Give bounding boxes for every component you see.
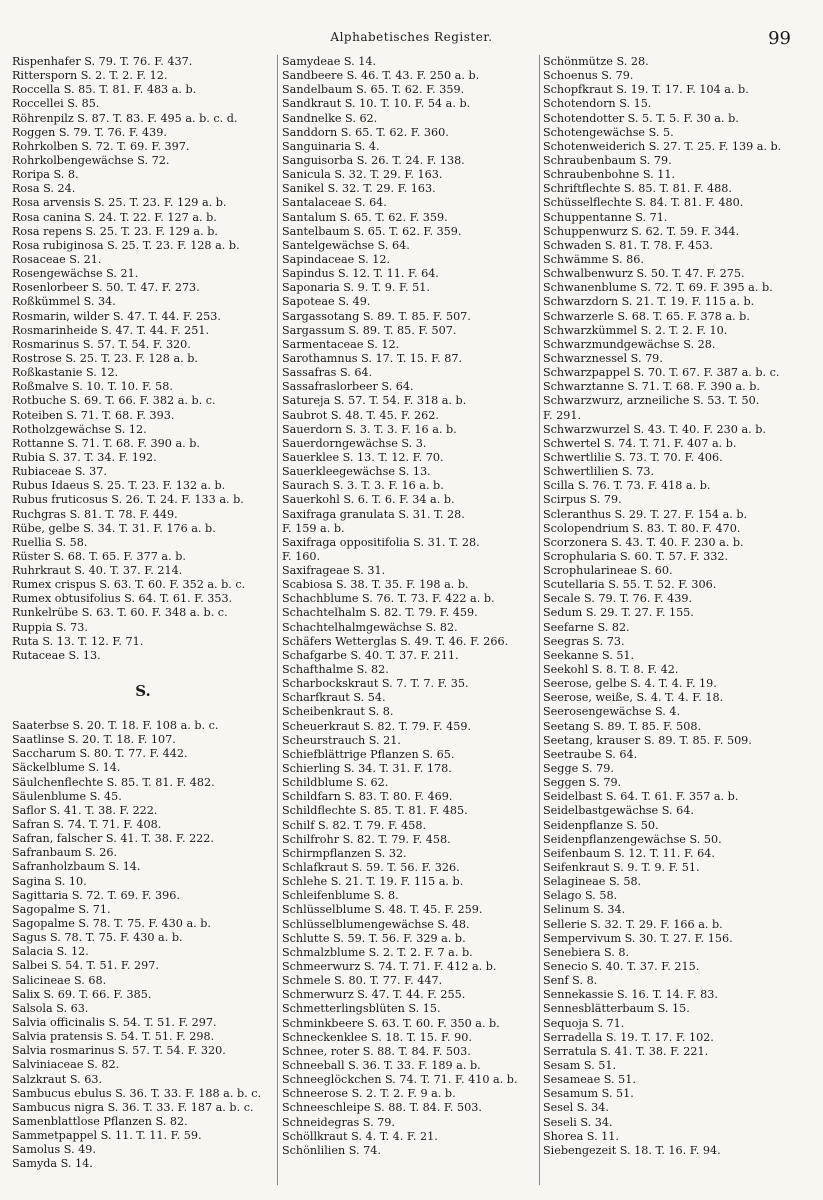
index-entry: Sapindaceae S. 12.	[282, 252, 391, 266]
index-entry: Sagopalme S. 78. T. 75. F. 430 a. b.	[12, 917, 211, 931]
index-entry: Schotendotter S. 5. T. 5. F. 30 a. b.	[543, 111, 739, 125]
index-entry: Salzkraut S. 63.	[12, 1072, 103, 1086]
index-entry: Sauerklee S. 13. T. 12. F. 70.	[282, 450, 444, 464]
index-entry: Säulenblume S. 45.	[12, 789, 122, 803]
index-entry: Schierling S. 34. T. 31. F. 178.	[282, 762, 452, 776]
index-entry: Samenblattlose Pflanzen S. 82.	[12, 1114, 188, 1128]
index-entry: Sauerdorngewächse S. 3.	[282, 436, 427, 450]
index-entry: Rotholzgewächse S. 12.	[12, 422, 147, 436]
index-entry: Seekanne S. 51.	[543, 648, 635, 662]
section-heading: S.	[135, 682, 151, 701]
index-entry: Runkelrübe S. 63. T. 60. F. 348 a. b. c.	[12, 606, 228, 620]
index-entry: Roßkastanie S. 12.	[12, 366, 119, 380]
index-entry: Seegras S. 73.	[543, 634, 625, 648]
index-entry: Salvia rosmarinus S. 57. T. 54. F. 320.	[12, 1044, 226, 1058]
index-entry: Schotenweiderich S. 27. T. 25. F. 139 a. b.	[543, 139, 782, 153]
index-entry: Samydeae S. 14.	[282, 55, 377, 68]
index-entry: Sauerkohl S. 6. T. 6. F. 34 a. b.	[282, 493, 455, 507]
index-entry: Sanikel S. 32. T. 29. F. 163.	[282, 182, 436, 196]
index-entry: Rosa repens S. 25. T. 23. F. 129 a. b.	[12, 224, 218, 238]
index-entry: Schüsselflechte S. 84. T. 81. F. 480.	[543, 196, 744, 210]
index-entry: Rosa canina S. 24. T. 22. F. 127 a. b.	[12, 210, 217, 224]
index-entry: Shorea S. 11.	[543, 1129, 619, 1143]
index-entry: Rosmarinus S. 57. T. 54. F. 320.	[12, 337, 191, 351]
index-entry: Schafgarbe S. 40. T. 37. F. 211.	[282, 648, 459, 662]
page-header	[0, 22, 823, 52]
index-entry: Sandbeere S. 46. T. 43. F. 250 a. b.	[282, 69, 480, 83]
index-entry: Schotendorn S. 15.	[543, 97, 652, 111]
index-entry: Rubus fruticosus S. 26. T. 24. F. 133 a. b.	[12, 493, 244, 507]
index-entry: Schwämme S. 86.	[543, 252, 644, 266]
index-entry: Schilf S. 82. T. 79. F. 458.	[282, 818, 427, 832]
index-entry: Sanicula S. 32. T. 29. F. 163.	[282, 168, 443, 182]
index-entry: Roßkümmel S. 34.	[12, 295, 116, 309]
index-entry: Säckelblume S. 14.	[12, 761, 121, 775]
index-entry: Satureja S. 57. T. 54. F. 318 a. b.	[282, 394, 467, 408]
index-entry: Sandelbaum S. 65. T. 62. F. 359.	[282, 83, 465, 97]
index-entry: Selagineae S. 58.	[543, 875, 642, 889]
index-entry: Roßmalve S. 10. T. 10. F. 58.	[12, 380, 173, 394]
index-entry: Rumex crispus S. 63. T. 60. F. 352 a. b. c.	[12, 578, 246, 592]
index-entry: Senecio S. 40. T. 37. F. 215.	[543, 960, 700, 973]
index-entry: Rutaceae S. 13.	[12, 648, 101, 662]
index-entry: Schäfers Wetterglas S. 49. T. 46. F. 266.	[282, 634, 509, 648]
index-entry: Sassafraslorbeer S. 64.	[282, 380, 414, 394]
index-entry: Seetang, krauser S. 89. T. 85. F. 509.	[543, 733, 752, 747]
index-entry: Schneeglöckchen S. 74. T. 71. F. 410 a. b.	[282, 1073, 518, 1087]
index-entry: Rumex obtusifolius S. 64. T. 61. F. 353.	[12, 592, 233, 606]
index-entry: Schildfarn S. 83. T. 80. F. 469.	[282, 790, 453, 804]
index-entry: Scharbockskraut S. 7. T. 7. F. 35.	[282, 677, 469, 691]
index-entry: Rosmarinheide S. 47. T. 44. F. 251.	[12, 323, 210, 337]
index-entry: Schmele S. 80. T. 77. F. 447.	[282, 974, 443, 988]
index-entry: Sagopalme S. 71.	[12, 902, 111, 916]
index-entry: Seidelbast S. 64. T. 61. F. 357 a. b.	[543, 790, 739, 804]
index-entry: Rubiaceae S. 37.	[12, 465, 107, 479]
index-entry: Santelbaum S. 65. T. 62. F. 359.	[282, 224, 462, 238]
index-entry: Schwarzkümmel S. 2. T. 2. F. 10.	[543, 323, 728, 337]
index-entry: Schwertel S. 74. T. 71. F. 407 a. b.	[543, 436, 737, 450]
index-entry: Scrophularineae S. 60.	[543, 564, 673, 578]
index-entry: Schwalbenwurz S. 50. T. 47. F. 275.	[543, 267, 745, 281]
index-entry: Sapoteae S. 49.	[282, 295, 371, 309]
index-entry: Rosengewächse S. 21.	[12, 267, 139, 281]
index-entry: Schoenus S. 79.	[543, 69, 634, 83]
index-entry: Scharfkraut S. 54.	[282, 691, 386, 705]
index-entry: Sandkraut S. 10. T. 10. F. 54 a. b.	[282, 97, 471, 111]
index-entry: Saatlinse S. 20. T. 18. F. 107.	[12, 733, 176, 747]
index-entry: Rubia S. 37. T. 34. F. 192.	[12, 450, 157, 464]
index-entry: Ruchgras S. 81. T. 78. F. 449.	[12, 507, 178, 521]
index-entry: Sedum S. 29. T. 27. F. 155.	[543, 606, 694, 620]
index-entry: Schilfrohr S. 82. T. 79. F. 458.	[282, 832, 451, 846]
index-entry: Scrophularia S. 60. T. 57. F. 332.	[543, 549, 729, 563]
index-entry: Schuppenwurz S. 62. T. 59. F. 344.	[543, 224, 740, 238]
index-entry: Sequoja S. 71.	[543, 1016, 625, 1030]
index-entry: Rottanne S. 71. T. 68. F. 390 a. b.	[12, 436, 200, 450]
index-entry: Seidenpflanze S. 50.	[543, 818, 659, 832]
index-entry: Schopfkraut S. 19. T. 17. F. 104 a. b.	[543, 83, 749, 97]
index-entry: Rohrkolbengewächse S. 72.	[12, 153, 170, 167]
index-entry: Saxifraga oppositifolia S. 31. T. 28.	[282, 535, 480, 549]
column-divider	[277, 55, 278, 1185]
index-entry: Scirpus S. 79.	[543, 493, 622, 507]
index-entry: Salacia S. 12.	[12, 945, 89, 959]
index-entry: Schmerwurz S. 47. T. 44. F. 255.	[282, 988, 466, 1002]
index-entry: Serratula S. 41. T. 38. F. 221.	[543, 1044, 709, 1058]
index-entry: Santelgewächse S. 64.	[282, 238, 410, 252]
index-entry: Schachtelhalm S. 82. T. 79. F. 459.	[282, 606, 478, 620]
index-entry: Seekohl S. 8. T. 8. F. 42.	[543, 663, 679, 677]
index-entry: Ruppia S. 73.	[12, 620, 88, 634]
index-entry: Schwanenblume S. 72. T. 69. F. 395 a. b.	[543, 281, 773, 295]
index-entry: Scheibenkraut S. 8.	[282, 705, 394, 719]
index-entry: Schlüsselblume S. 48. T. 45. F. 259.	[282, 903, 483, 917]
index-entry: Rotbuche S. 69. T. 66. F. 382 a. b. c.	[12, 394, 216, 408]
index-entry: Saxifrageae S. 31.	[282, 564, 386, 578]
index-entry: Sauerkleegewächse S. 13.	[282, 465, 431, 479]
index-entry: Salicineae S. 68.	[12, 973, 107, 987]
index-column-3	[543, 55, 813, 1158]
index-entry: F. 159 a. b.	[282, 521, 345, 535]
index-entry: Schwarzwurz, arzneiliche S. 53. T. 50.	[543, 394, 760, 408]
index-entry: Schmalzblume S. 2. T. 2. F. 7 a. b.	[282, 945, 473, 959]
index-entry: Sandnelke S. 62.	[282, 111, 378, 125]
index-entry: Schwarzwurzel S. 43. T. 40. F. 230 a. b.	[543, 422, 766, 436]
index-entry: Sapindus S. 12. T. 11. F. 64.	[282, 267, 439, 281]
index-entry: Schraubenbohne S. 11.	[543, 168, 675, 182]
index-entry: Sesel S. 34.	[543, 1101, 609, 1115]
index-entry: Samolus S. 49.	[12, 1143, 96, 1157]
index-entry: Scabiosa S. 38. T. 35. F. 198 a. b.	[282, 578, 469, 592]
index-entry: Sambucus ebulus S. 36. T. 33. F. 188 a. b. c.	[12, 1086, 262, 1100]
index-entry: Schwertlilien S. 73.	[543, 465, 655, 479]
index-entry: Sennesblätterbaum S. 15.	[543, 1002, 690, 1016]
index-entry: Rosa rubiginosa S. 25. T. 23. F. 128 a. b.	[12, 238, 240, 252]
index-entry: Saxifraga granulata S. 31. T. 28.	[282, 507, 465, 521]
index-entry: Schriftflechte S. 85. T. 81. F. 488.	[543, 182, 732, 196]
index-entry: Schneeschleipe S. 88. T. 84. F. 503.	[282, 1101, 482, 1115]
page-number: 99	[768, 28, 791, 49]
index-entry: Rittersporn S. 2. T. 2. F. 12.	[12, 69, 168, 83]
index-entry: Schwarzdorn S. 21. T. 19. F. 115 a. b.	[543, 295, 755, 309]
index-entry: Scutellaria S. 55. T. 52. F. 306.	[543, 578, 717, 592]
index-entry: Salsola S. 63.	[12, 1001, 89, 1015]
index-entry: Safranholzbaum S. 14.	[12, 860, 141, 874]
index-entry: Saponaria S. 9. T. 9. F. 51.	[282, 281, 430, 295]
index-entry: Roccellei S. 85.	[12, 97, 100, 111]
index-entry: Saubrot S. 48. T. 45. F. 262.	[282, 408, 439, 422]
index-entry: Scorzonera S. 43. T. 40. F. 230 a. b.	[543, 535, 744, 549]
index-entry: Säulchenflechte S. 85. T. 81. F. 482.	[12, 775, 215, 789]
index-entry: Seefarne S. 82.	[543, 620, 630, 634]
index-entry: Santalaceae S. 64.	[282, 196, 387, 210]
index-entry: Sauerdorn S. 3. T. 3. F. 16 a. b.	[282, 422, 457, 436]
index-entry: Schönlilien S. 74.	[282, 1143, 381, 1157]
index-entry: Schwarzmundgewächse S. 28.	[543, 337, 716, 351]
index-entry: Sagus S. 78. T. 75. F. 430 a. b.	[12, 931, 183, 945]
index-entry: Roggen S. 79. T. 76. F. 439.	[12, 125, 167, 139]
index-entry: Senebiera S. 8.	[543, 945, 630, 959]
index-entry: Schöllkraut S. 4. T. 4. F. 21.	[282, 1129, 438, 1143]
index-column-2	[282, 55, 537, 1158]
index-entry: Seifenkraut S. 9. T. 9. F. 51.	[543, 861, 700, 875]
index-entry: Seidelbastgewächse S. 64.	[543, 804, 694, 818]
index-entry: Schwarzpappel S. 70. T. 67. F. 387 a. b. c.	[543, 366, 780, 380]
index-entry: Schlafkraut S. 59. T. 56. F. 326.	[282, 861, 460, 875]
index-entry: Sambucus nigra S. 36. T. 33. F. 187 a. b. c.	[12, 1100, 254, 1114]
index-entry: Schlehe S. 21. T. 19. F. 115 a. b.	[282, 875, 464, 889]
index-entry: Rosaceae S. 21.	[12, 252, 102, 266]
index-entry: Schwertlilie S. 73. T. 70. F. 406.	[543, 450, 723, 464]
index-entry: F. 291.	[543, 408, 582, 422]
index-entry: Schneeball S. 36. T. 33. F. 189 a. b.	[282, 1058, 481, 1072]
index-entry: Rüster S. 68. T. 65. F. 377 a. b.	[12, 549, 186, 563]
index-entry: Röhrenpilz S. 87. T. 83. F. 495 a. b. c. d.	[12, 111, 238, 125]
index-entry: Safran, falscher S. 41. T. 38. F. 222.	[12, 832, 214, 846]
index-entry: Sesamum S. 51.	[543, 1087, 634, 1101]
index-entry: Seetang S. 89. T. 85. F. 508.	[543, 719, 702, 733]
index-entry: Sanguisorba S. 26. T. 24. F. 138.	[282, 153, 465, 167]
index-entry: Saurach S. 3. T. 3. F. 16 a. b.	[282, 479, 444, 493]
index-entry: Schiefblättrige Pflanzen S. 65.	[282, 747, 455, 761]
index-entry: Sarmentaceae S. 12.	[282, 337, 400, 351]
index-entry: Schirmpflanzen S. 32.	[282, 846, 407, 860]
index-entry: Scheurstrauch S. 21.	[282, 733, 401, 747]
index-entry: Schlüsselblumengewächse S. 48.	[282, 917, 470, 931]
index-entry: Samyda S. 14.	[12, 1157, 93, 1171]
index-column-1	[12, 55, 274, 1172]
index-entry: Schminkbeere S. 63. T. 60. F. 350 a. b.	[282, 1016, 500, 1030]
index-entry: Saccharum S. 80. T. 77. F. 442.	[12, 747, 188, 761]
index-entry: Schotengewächse S. 5.	[543, 125, 674, 139]
index-entry: Saaterbse S. 20. T. 18. F. 108 a. b. c.	[12, 719, 219, 733]
index-entry: Schachtelhalmgewächse S. 82.	[282, 620, 458, 634]
index-entry: Schmeerwurz S. 74. T. 71. F. 412 a. b.	[282, 960, 497, 973]
index-entry: Santalum S. 65. T. 62. F. 359.	[282, 210, 448, 224]
index-entry: Schnee, roter S. 88. T. 84. F. 503.	[282, 1044, 471, 1058]
index-entry: Ruta S. 13. T. 12. F. 71.	[12, 634, 144, 648]
index-entry: Sassafras S. 64.	[282, 366, 373, 380]
index-entry: F. 160.	[282, 549, 321, 563]
index-entry: Seidenpflanzengewächse S. 50.	[543, 832, 722, 846]
index-entry: Rübe, gelbe S. 34. T. 31. F. 176 a. b.	[12, 521, 216, 535]
index-entry: Rispenhafer S. 79. T. 76. F. 437.	[12, 55, 193, 68]
index-entry: Rosa S. 24.	[12, 182, 76, 196]
index-entry: Secale S. 79. T. 76. F. 439.	[543, 592, 693, 606]
index-entry: Salix S. 69. T. 66. F. 385.	[12, 987, 152, 1001]
index-entry: Seerosengewächse S. 4.	[543, 705, 681, 719]
index-entry: Sagittaria S. 72. T. 69. F. 396.	[12, 888, 180, 902]
index-entry: Siebengezeit S. 18. T. 16. F. 94.	[543, 1143, 721, 1157]
index-entry: Seetraube S. 64.	[543, 747, 638, 761]
index-entry: Serradella S. 19. T. 17. F. 102.	[543, 1030, 714, 1044]
index-entry: Seifenbaum S. 12. T. 11. F. 64.	[543, 846, 715, 860]
index-entry: Schwarznessel S. 79.	[543, 351, 663, 365]
index-entry: Scilla S. 76. T. 73. F. 418 a. b.	[543, 479, 711, 493]
index-entry: Salviniaceae S. 82.	[12, 1058, 120, 1072]
index-entry: Schönmütze S. 28.	[543, 55, 649, 68]
index-entry: Salbei S. 54. T. 51. F. 297.	[12, 959, 159, 973]
index-entry: Sargassotang S. 89. T. 85. F. 507.	[282, 309, 471, 323]
index-entry: Sargassum S. 89. T. 85. F. 507.	[282, 323, 457, 337]
index-entry: Rosmarin, wilder S. 47. T. 44. F. 253.	[12, 309, 221, 323]
index-entry: Sempervivum S. 30. T. 27. F. 156.	[543, 931, 733, 945]
index-entry: Seerose, weiße, S. 4. T. 4. F. 18.	[543, 691, 724, 705]
index-entry: Seggen S. 79.	[543, 776, 622, 790]
index-entry: Schuppentanne S. 71.	[543, 210, 668, 224]
index-entry: Roripa S. 8.	[12, 168, 79, 182]
index-entry: Schachblume S. 76. T. 73. F. 422 a. b.	[282, 592, 495, 606]
index-entry: Rosenlorbeer S. 50. T. 47. F. 273.	[12, 281, 200, 295]
index-entry: Schildblume S. 62.	[282, 776, 389, 790]
index-entry: Schneidegras S. 79.	[282, 1115, 395, 1129]
index-entry: Scolopendrium S. 83. T. 80. F. 470.	[543, 521, 741, 535]
index-entry: Schildflechte S. 85. T. 81. F. 485.	[282, 804, 468, 818]
index-entry: Selinum S. 34.	[543, 903, 626, 917]
index-entry: Rostrose S. 25. T. 23. F. 128 a. b.	[12, 351, 198, 365]
index-entry: Roccella S. 85. T. 81. F. 483 a. b.	[12, 83, 197, 97]
index-entry: Sesam S. 51.	[543, 1058, 617, 1072]
index-entry: Salvia officinalis S. 54. T. 51. F. 297.	[12, 1016, 217, 1029]
running-title: Alphabetisches Register.	[330, 30, 493, 44]
index-entry: Seerose, gelbe S. 4. T. 4. F. 19.	[543, 677, 717, 691]
index-entry: Sellerie S. 32. T. 29. F. 166 a. b.	[543, 917, 723, 931]
index-entry: Schwaden S. 81. T. 78. F. 453.	[543, 238, 713, 252]
index-entry: Scleranthus S. 29. T. 27. F. 154 a. b.	[543, 507, 748, 521]
index-entry: Selago S. 58.	[543, 889, 618, 903]
index-entry: Rohrkolben S. 72. T. 69. F. 397.	[12, 139, 190, 153]
index-entry: Saflor S. 41. T. 38. F. 222.	[12, 803, 158, 817]
index-entry: Sanddorn S. 65. T. 62. F. 360.	[282, 125, 449, 139]
index-entry: Rubus Idaeus S. 25. T. 23. F. 132 a. b.	[12, 479, 226, 493]
index-entry: Salvia pratensis S. 54. T. 51. F. 298.	[12, 1030, 215, 1044]
index-entry: Schafthalme S. 82.	[282, 663, 389, 677]
index-entry: Sennekassie S. 16. T. 14. F. 83.	[543, 988, 718, 1002]
index-entry: Sanguinaria S. 4.	[282, 139, 380, 153]
index-entry: Segge S. 79.	[543, 762, 614, 776]
index-entry: Schneckenklee S. 18. T. 15. F. 90.	[282, 1030, 472, 1044]
index-entry: Schwarztanne S. 71. T. 68. F. 390 a. b.	[543, 380, 760, 394]
index-entry: Rosa arvensis S. 25. T. 23. F. 129 a. b.	[12, 196, 227, 210]
index-entry: Schraubenbaum S. 79.	[543, 153, 672, 167]
index-entry: Sarothamnus S. 17. T. 15. F. 87.	[282, 351, 463, 365]
index-entry: Schwarzerle S. 68. T. 65. F. 378 a. b.	[543, 309, 750, 323]
index-entry: Sesameae S. 51.	[543, 1073, 636, 1087]
index-entry: Schlutte S. 59. T. 56. F. 329 a. b.	[282, 931, 466, 945]
index-entry: Seseli S. 34.	[543, 1115, 613, 1129]
index-entry: Sagina S. 10.	[12, 874, 87, 888]
index-entry: Sammetpappel S. 11. T. 11. F. 59.	[12, 1129, 202, 1143]
index-entry: Schneerose S. 2. T. 2. F. 9 a. b.	[282, 1087, 456, 1101]
index-entry: Safranbaum S. 26.	[12, 846, 118, 860]
index-entry: Schmetterlingsblüten S. 15.	[282, 1002, 441, 1016]
index-entry: Ruhrkraut S. 40. T. 37. F. 214.	[12, 564, 183, 578]
index-entry: Safran S. 74. T. 71. F. 408.	[12, 818, 162, 832]
index-entry: Ruellia S. 58.	[12, 535, 88, 549]
index-entry: Roteiben S. 71. T. 68. F. 393.	[12, 408, 175, 422]
index-entry: Schleifenblume S. 8.	[282, 889, 399, 903]
index-entry: Scheuerkraut S. 82. T. 79. F. 459.	[282, 719, 472, 733]
index-entry: Senf S. 8.	[543, 974, 598, 988]
column-divider	[539, 55, 540, 1185]
